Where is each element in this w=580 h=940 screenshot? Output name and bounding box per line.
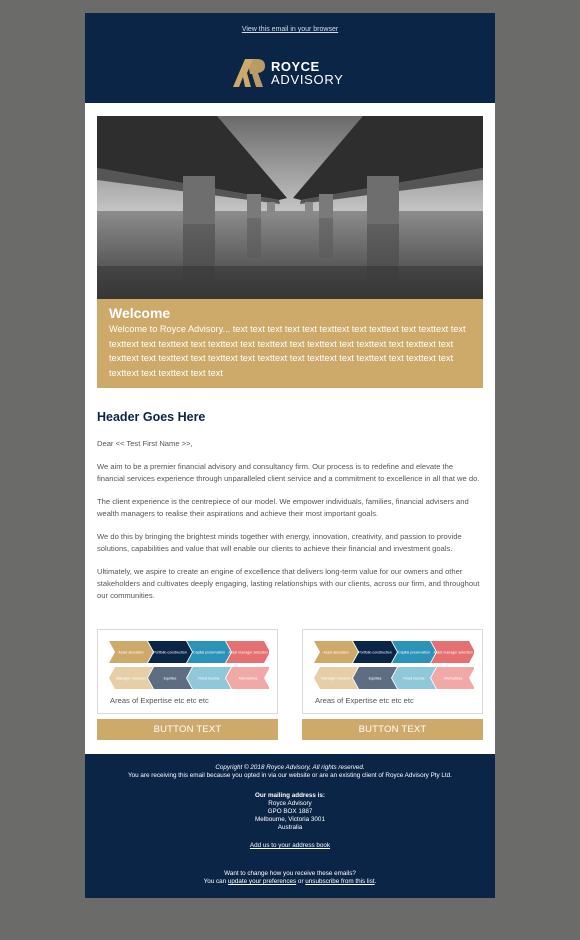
change-line — [85, 878, 495, 886]
expertise-card-box — [97, 629, 278, 714]
chevron-label: Fixed income — [198, 676, 220, 681]
card-button[interactable]: BUTTON TEXT — [302, 719, 483, 740]
expertise-cards — [97, 629, 483, 740]
email-footer — [85, 754, 495, 898]
content-heading: Header Goes Here — [97, 410, 206, 424]
chevron-label: Asset allocation — [118, 650, 144, 655]
address-line: Royce Advisory — [268, 800, 312, 807]
paragraph: Ultimately, we aspire to create an engine of excellence that delivers long-term value for our owners and other stakeholders and cultivates deeply engaging, lasting relationships with our clients, across our firm, and throughout our communities. — [97, 567, 480, 600]
address-line: Melbourne, Victoria 3001 — [255, 816, 325, 823]
unsubscribe-link[interactable]: unsubscribe from this list — [305, 878, 375, 885]
paragraph: We do this by bringing the brightest minds together with energy, innovation, creativity, and passion to provide solutions, capabilities and value that will enable our clients to achieve their financial and investment goals. — [97, 532, 462, 553]
welcome-title: Welcome — [109, 305, 171, 321]
logo-royce-text: ROYCE — [271, 59, 320, 74]
chevron-label: Manager research — [116, 676, 146, 681]
chevron-label: Asset manager selection — [433, 650, 473, 655]
footer-reason: You are receiving this email because you opted in via our website or are an existing client of Royce Advisory Pty Ltd. — [128, 772, 452, 779]
card-caption: Areas of Expertise etc etc etc — [315, 696, 414, 705]
address-line: Australia — [277, 824, 303, 831]
chevron-label: Alternatives — [443, 676, 463, 681]
chevron-label: Capital preservation — [193, 650, 225, 655]
change-prefix: You can — [203, 878, 228, 885]
change-question: Want to change how you receive these emails? — [224, 870, 356, 877]
view-in-browser-link[interactable]: View this email in your browser — [241, 26, 339, 33]
mailing-address-heading: Our mailing address is: — [255, 792, 325, 799]
chevron-label: Portfolio construction — [358, 650, 392, 655]
email-body — [85, 103, 495, 754]
chevron-label: Portfolio construction — [153, 650, 187, 655]
paragraph: We aim to be a premier financial advisory and consultancy firm. Our process is to redefine and elevate the financial services experience through unparalleled client service and a commitment to excellence in all that we do. — [97, 462, 480, 483]
royce-advisory-logo — [233, 57, 344, 89]
paragraph: The client experience is the centrepiece of our model. We empower individuals, families, financial advisers and wealth managers to realise their aspirations and achieve their most important goals. — [97, 497, 469, 518]
card-caption: Areas of Expertise etc etc etc — [110, 696, 209, 705]
chevron-label: Equities — [368, 676, 382, 681]
or-text: or — [296, 878, 306, 885]
logo-mark-icon — [233, 59, 265, 87]
card-button[interactable]: BUTTON TEXT — [97, 719, 278, 740]
chevron-label: Asset manager selection — [228, 650, 268, 655]
chevron-label: Fixed income — [403, 676, 425, 681]
address-line: GPO BOX 1887 — [267, 808, 313, 815]
welcome-text: Welcome to Royce Advisory... text text text text text texttext text texttext text texttext text texttext text texttext text texttext text texttext text texttext text texttext text texttext text texttext text texttext text texttext text texttext text texttext text texttext text texttext text texttext text texttext text text — [109, 324, 466, 378]
expertise-card-box — [302, 629, 483, 714]
email-header — [85, 13, 495, 103]
welcome-banner — [97, 299, 483, 388]
hero-bridge-image — [97, 116, 483, 299]
chevron-label: Asset allocation — [323, 650, 349, 655]
update-preferences-link[interactable]: update your preferences — [227, 878, 297, 885]
address-book-link[interactable]: Add us to your address book — [249, 842, 331, 849]
footer-copyright: Copyright © 2018 Royce Advisory, All rights reserved. — [215, 764, 365, 771]
main-content — [97, 410, 483, 602]
expertise-chevron-graphic — [109, 641, 269, 689]
greeting: Dear << Test First Name >>, — [97, 439, 193, 448]
chevron-label: Manager research — [321, 676, 351, 681]
expertise-card — [97, 629, 278, 740]
chevron-label: Equities — [163, 676, 177, 681]
expertise-card — [302, 629, 483, 740]
chevron-label: Capital preservation — [398, 650, 430, 655]
chevron-label: Alternatives — [238, 676, 258, 681]
expertise-chevron-graphic — [314, 641, 474, 689]
email-container — [85, 13, 495, 898]
period-text: . — [374, 878, 377, 885]
logo-advisory-text: ADVISORY — [271, 72, 344, 87]
